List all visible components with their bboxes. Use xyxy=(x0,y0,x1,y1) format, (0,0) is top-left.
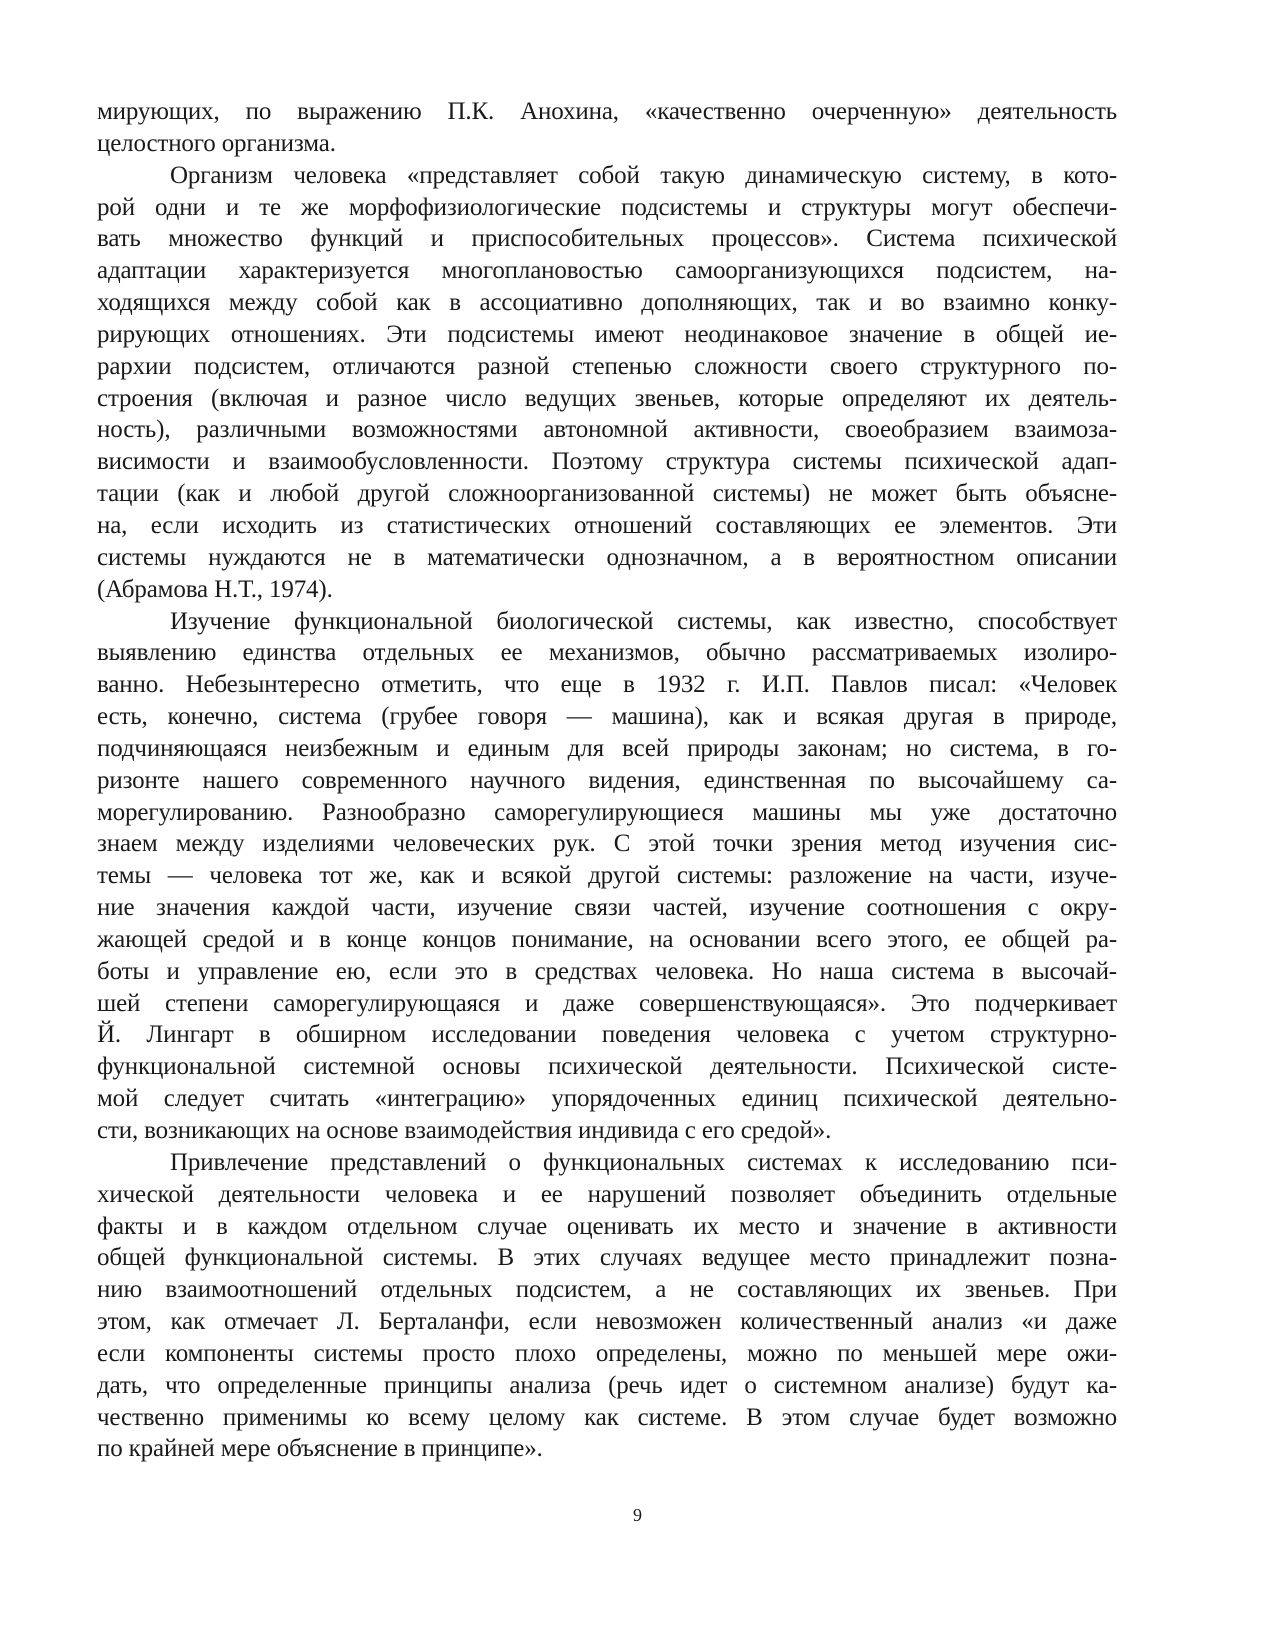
text-line: рархии подсистем, отличаются разной степенью сложности своего структурного по- xyxy=(97,352,1117,380)
text-line: функциональной системной основы психической деятельности. Психической систе- xyxy=(97,1053,1117,1081)
text-line: если компоненты системы просто плохо определены, можно по меньшей мере ожи- xyxy=(97,1339,1117,1367)
document-body xyxy=(97,96,1117,1465)
text-line: дать, что определенные принципы анализа (речь идет о системном анализе) будут ка- xyxy=(97,1371,1117,1399)
text-line: ность), различными возможностями автономной активности, своеобразием взаимоза- xyxy=(97,416,1117,444)
page-number: 9 xyxy=(633,1505,642,1525)
text-line: выявлению единства отдельных ее механизмов, обычно рассматриваемых изолиро- xyxy=(97,639,1117,667)
text-line: есть, конечно, система (грубее говоря — машина), как и всякая другая в природе, xyxy=(97,703,1117,731)
text-line: целостного организма. xyxy=(97,129,336,157)
text-line: сти, возникающих на основе взаимодействия индивида с его средой». xyxy=(97,1117,832,1144)
text-line: рирующих отношениях. Эти подсистемы имеют неодинаковое значение в общей ие- xyxy=(97,320,1117,348)
text-line: подчиняющаяся неизбежным и единым для всей природы законам; но система, в го- xyxy=(97,734,1117,762)
text-line: этом, как отмечает Л. Берталанфи, если невозможен количественный анализ «и даже xyxy=(97,1308,1117,1336)
text-line: общей функциональной системы. В этих случаях ведущее место принадлежит позна- xyxy=(97,1244,1117,1272)
text-line: ходящихся между собой как в ассоциативно дополняющих, так и во взаимно конку- xyxy=(97,289,1117,317)
text-line: Й. Лингарт в обширном исследовании поведения человека с учетом структурно- xyxy=(97,1021,1117,1049)
text-line: факты и в каждом отдельном случае оценивать их место и значение в активности xyxy=(97,1212,1117,1240)
text-line: ние значения каждой части, изучение связи частей, изучение соотношения с окру- xyxy=(97,894,1117,922)
text-line: нию взаимоотношений отдельных подсистем, а не составляющих их звеньев. При xyxy=(97,1276,1117,1304)
paragraph-first-line: Изучение функциональной биологической системы, как известно, способствует xyxy=(170,607,1117,635)
text-line: по крайней мере объяснение в принципе». xyxy=(97,1435,543,1463)
text-line: шей степени саморегулирующаяся и даже совершенствующаяся». Это подчеркивает xyxy=(97,989,1117,1017)
text-line: ризонте нашего современного научного видения, единственная по высочайшему са- xyxy=(97,766,1117,794)
text-line: темы — человека тот же, как и всякой другой системы: разложение на части, изуче- xyxy=(97,862,1117,890)
text-line: рой одни и те же морфофизиологические подсистемы и структуры могут обеспечи- xyxy=(97,193,1117,221)
text-line: жающей средой и в конце концов понимание, на основании всего этого, ее общей ра- xyxy=(97,925,1117,953)
text-line: хической деятельности человека и ее нарушений позволяет объединить отдельные xyxy=(97,1180,1117,1208)
text-line: боты и управление ею, если это в средствах человека. Но наша система в высочай- xyxy=(97,957,1117,985)
paragraph-first-line: Привлечение представлений о функциональных системах к исследованию пси- xyxy=(170,1148,1117,1176)
text-line: (Абрамова Н.Т., 1974). xyxy=(97,575,333,603)
text-line: чественно применимы ко всему целому как системе. В этом случае будет возможно xyxy=(97,1403,1117,1431)
text-line: морегулированию. Разнообразно саморегулирующиеся машины мы уже достаточно xyxy=(97,798,1117,826)
text-line: системы нуждаются не в математически однозначном, а в вероятностном описании xyxy=(97,543,1117,571)
text-line: на, если исходить из статистических отношений составляющих ее элементов. Эти xyxy=(97,511,1117,539)
text-line: адаптации характеризуется многоплановостью самоорганизующихся подсистем, на- xyxy=(97,257,1117,285)
text-line: знаем между изделиями человеческих рук. С этой точки зрения метод изучения сис- xyxy=(97,830,1117,858)
text-line: вать множество функций и приспособительных процессов». Система психической xyxy=(97,225,1117,253)
text-line: мой следует считать «интеграцию» упорядоченных единиц психической деятельно- xyxy=(97,1085,1117,1113)
text-line: ванно. Небезынтересно отметить, что еще в 1932 г. И.П. Павлов писал: «Человек xyxy=(97,671,1117,699)
text-line: мирующих, по выражению П.К. Анохина, «качественно очерченную» деятельность xyxy=(97,98,1117,125)
text-line: тации (как и любой другой сложноорганизованной системы) не может быть объясне- xyxy=(97,480,1117,508)
text-line: строения (включая и разное число ведущих звеньев, которые определяют их деятель- xyxy=(97,384,1117,412)
text-line: висимости и взаимообусловленности. Поэтому структура системы психической адап- xyxy=(97,448,1117,476)
paragraph-first-line: Организм человека «представляет собой такую динамическую систему, в кото- xyxy=(170,161,1117,189)
